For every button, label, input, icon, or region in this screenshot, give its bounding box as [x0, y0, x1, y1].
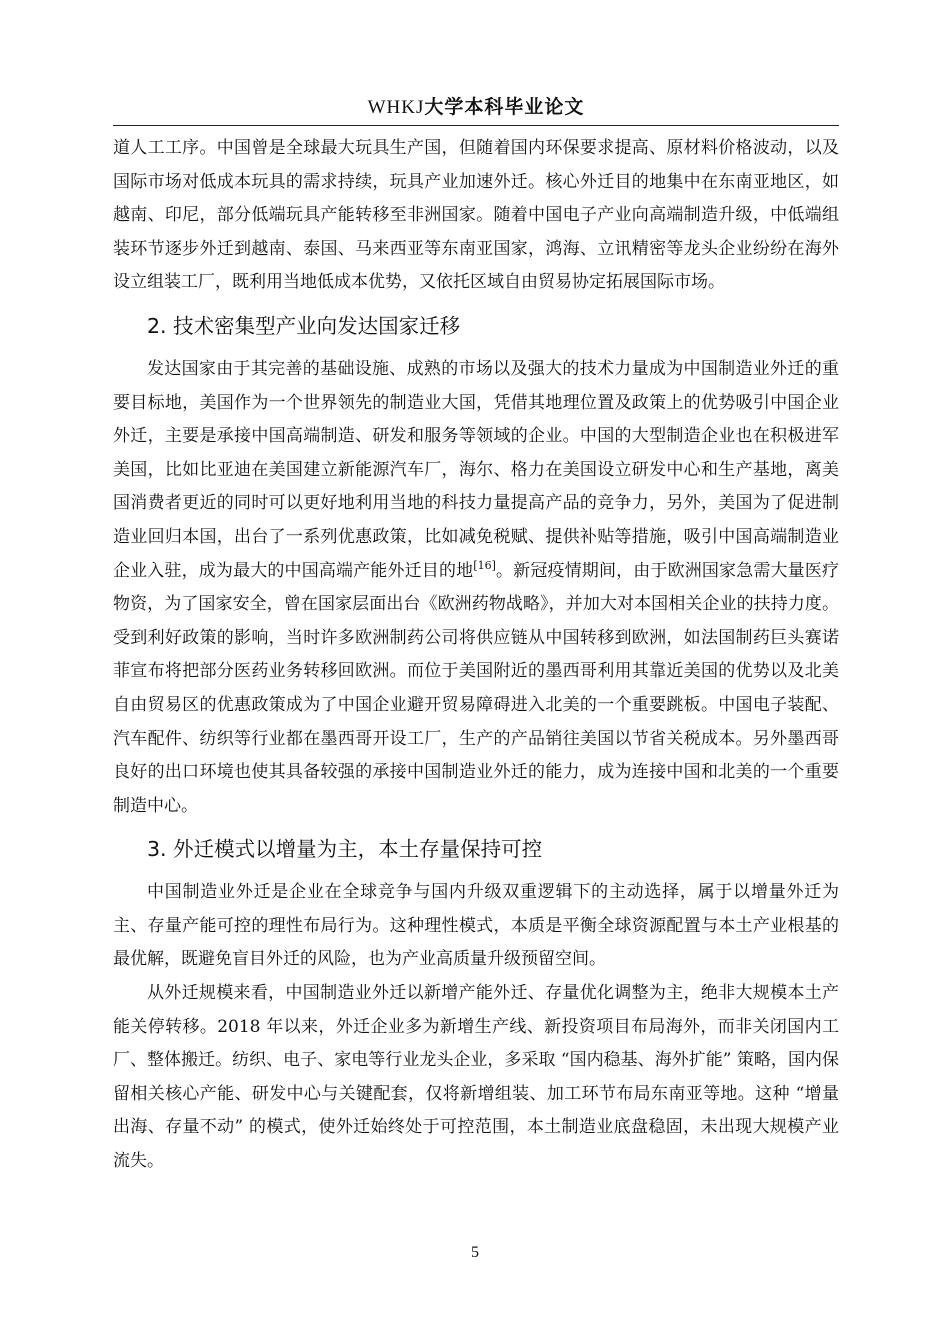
section-heading-2: 2. 技术密集型产业向发达国家迁移 — [147, 313, 461, 338]
paragraph-text-a: 发达国家由于其完善的基础设施、成熟的市场以及强大的技术力量成为中国制造业外迁的重要目标地，美国作为一个世界领先的制造业大国，凭借其地理位置及政策上的优势吸引中国企业外迁，主要是承接中国高端制造、研发和服务等领域的企业。中国的大型制造企业也在积极进军美国，比如比亚迪在美国建立新能源汽车厂，海尔、格力在美国设立研发中心和生产基地，离美国消费者更近的同时可以更好地利用当地的科技力量提高产品的竞争力，另外，美国为了促进制造业回归本国，出台了一系列优惠政策，比如减免税赋、提供补贴等措施，吸引中国高端制造业企业入驻，成为最大的中国高端产能外迁目的地 — [113, 358, 839, 581]
paragraph-continued: 道人工工序。中国曾是全球最大玩具生产国，但随着国内环保要求提高、原材料价格波动，以及国际市场对低成本玩具的需求持续，玩具产业加速外迁。核心外迁目的地集中在东南亚地区，如越南、印尼，部分低端玩具产能转移至非洲国家。随着中国电子产业向高端制造升级，中低端组装环节逐步外迁到越南、泰国、马来西亚等东南亚国家，鸿海、立讯精密等龙头企业纷纷在海外设立组装工厂，既利用当地低成本优势，又依托区域自由贸易协定拓展国际市场。 — [113, 138, 839, 293]
paragraph-rational-layout: 中国制造业外迁是企业在全球竞争与国内升级双重逻辑下的主动选择，属于以增量外迁为主、存量产能可控的理性布局行为。这种理性模式，本质是平衡全球资源配置与本土产业根基的最优解，既避免盲目外迁的风险，也为产业高质量升级预留空间。 — [113, 882, 839, 970]
paragraph-developed-countries — [113, 353, 839, 823]
header-rule — [113, 125, 839, 126]
section-heading-3: 3. 外迁模式以增量为主，本土存量保持可控 — [147, 837, 543, 862]
paragraph-scale: 从外迁规模来看，中国制造业外迁以新增产能外迁、存量优化调整为主，绝非大规模本土产能关停转移。2018 年以来，外迁企业多为新增生产线、新投资项目布局海外，而非关闭国内工厂、整体搬迁。纺织、电子、家电等行业龙头企业，多采取 “国内稳基、海外扩能” 策略，国内保留相关核心产能、研发中心与关键配套，仅将新增组装、加工环节布局东南亚等地。这种 “增量出海、存量不动” 的模式，使外迁始终处于可控范围，本土制造业底盘稳固，未出现大规模产业流失。 — [113, 983, 839, 1172]
citation-16: [16] — [473, 558, 496, 572]
page-body — [113, 132, 839, 1179]
page-number: 5 — [471, 1244, 479, 1261]
paragraph-text-b: 。新冠疫情期间，由于欧洲国家急需大量医疗物资，为了国家安全，曾在国家层面出台《欧洲药物战略》，并加大对本国相关企业的扶持力度。受到利好政策的影响，当时许多欧洲制药公司将供应链从中国转移到欧洲，如法国制药巨头赛诺菲宣布将把部分医药业务转移回欧洲。而位于美国附近的墨西哥利用其靠近美国的优势以及北美自由贸易区的优惠政策成为了中国企业避开贸易障碍进入北美的一个重要跳板。中国电子装配、汽车配件、纺织等行业都在墨西哥开设工厂，生产的产品销往美国以节省关税成本。另外墨西哥良好的出口环境也使其具备较强的承接中国制造业外迁的能力，成为连接中国和北美的一个重要制造中心。 — [113, 560, 839, 816]
header-title: 大学本科毕业论文 — [424, 96, 585, 118]
page-header — [113, 92, 839, 119]
header-latin: WHKJ — [367, 97, 425, 118]
